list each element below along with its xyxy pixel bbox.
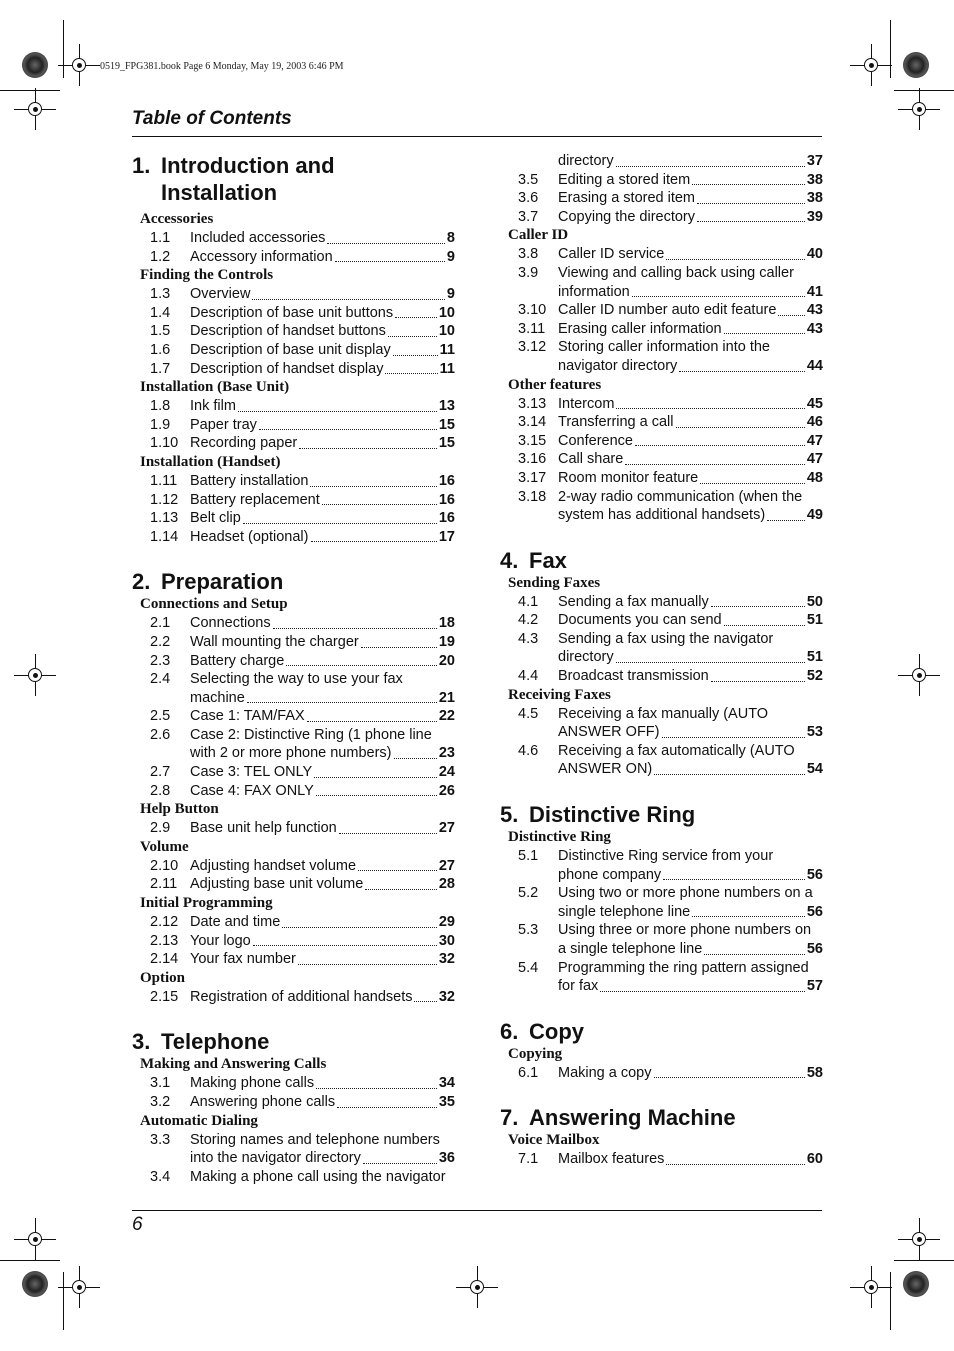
- toc-entry[interactable]: 3.4 Making a phone call using the navigator: [150, 1168, 446, 1185]
- toc-entry[interactable]: 1.5 Description of handset buttons 10: [150, 323, 455, 340]
- toc-entry[interactable]: 3.16 Call share 47: [518, 451, 823, 468]
- toc-group-heading: Option: [140, 969, 186, 986]
- toc-entry[interactable]: 1.4 Description of base unit buttons 10: [150, 304, 455, 321]
- toc-column-left: [132, 152, 455, 1186]
- toc-entry[interactable]: 4.2 Documents you can send 51: [518, 612, 823, 629]
- registration-disc: [22, 1271, 48, 1297]
- toc-entry[interactable]: 1.10 Recording paper 15: [150, 435, 455, 452]
- header-rule: [132, 136, 822, 137]
- chapter-heading: 4. Fax: [500, 547, 567, 573]
- toc-group-heading: Copying: [508, 1045, 563, 1062]
- toc-group-heading: Receiving Faxes: [508, 686, 611, 703]
- toc-entry[interactable]: 1.3 Overview 9: [150, 286, 455, 303]
- chapter-heading: 2. Preparation: [132, 569, 284, 595]
- toc-group-heading: Other features: [508, 376, 602, 393]
- toc-group-heading: Voice Mailbox: [508, 1132, 600, 1149]
- toc-entry-continued[interactable]: directory 37: [558, 153, 823, 169]
- registration-disc: [903, 1271, 929, 1297]
- toc-group-heading: Installation (Handset): [140, 453, 281, 470]
- chapter-heading: 5. Distinctive Ring: [500, 802, 696, 828]
- toc-entry[interactable]: 4.5 Receiving a fax manually (AUTO ANSWER OFF) 53: [518, 705, 823, 741]
- toc-entry[interactable]: 3.18 2-way radio communication (when the system has additional handsets) 49: [518, 488, 823, 524]
- print-info: 0519_FPG381.book Page 6 Monday, May 19, 2003 6:46 PM: [100, 61, 344, 72]
- crop-mark: [894, 1260, 954, 1261]
- crop-mark: [0, 1260, 60, 1261]
- toc-entry[interactable]: 3.3 Storing names and telephone numbers into the navigator directory 36: [150, 1131, 455, 1167]
- toc-entry[interactable]: 3.11 Erasing caller information 43: [518, 320, 823, 337]
- registration-disc: [22, 52, 48, 78]
- registration-disc: [903, 52, 929, 78]
- registration-crosshair: [898, 654, 940, 696]
- toc-entry[interactable]: 1.14 Headset (optional) 17: [150, 528, 455, 545]
- toc-entry[interactable]: 2.15 Registration of additional handsets 32: [150, 988, 455, 1005]
- registration-crosshair: [14, 1218, 56, 1260]
- toc-entry[interactable]: 2.14 Your fax number 32: [150, 951, 455, 968]
- toc-entry[interactable]: 2.9 Base unit help function 27: [150, 820, 455, 837]
- toc-entry[interactable]: 1.1 Included accessories 8: [150, 230, 455, 246]
- chapter-heading: 3. Telephone: [132, 1029, 270, 1055]
- toc-entry[interactable]: 3.14 Transferring a call 46: [518, 414, 823, 431]
- registration-crosshair: [456, 1266, 498, 1308]
- chapter-heading: 7. Answering Machine: [500, 1105, 736, 1131]
- toc-entry[interactable]: 4.1 Sending a fax manually 50: [518, 593, 823, 610]
- toc-entry[interactable]: 2.3 Battery charge 20: [150, 652, 455, 669]
- toc-group-heading: Making and Answering Calls: [140, 1056, 327, 1073]
- toc-entry[interactable]: 4.3 Sending a fax using the navigator directory 51: [518, 630, 823, 666]
- toc-entry[interactable]: 4.4 Broadcast transmission 52: [518, 668, 823, 685]
- registration-crosshair: [850, 1266, 892, 1308]
- toc-entry[interactable]: 1.7 Description of handset display 11: [150, 360, 455, 377]
- toc-entry[interactable]: 1.2 Accessory information 9: [150, 248, 455, 265]
- toc-entry[interactable]: 4.6 Receiving a fax automatically (AUTO ANSWER ON) 54: [518, 742, 823, 778]
- toc-entry[interactable]: 5.3 Using three or more phone numbers on a single telephone line 56: [518, 922, 823, 957]
- toc-entry[interactable]: 3.9 Viewing and calling back using caller information 41: [518, 264, 823, 300]
- toc-entry[interactable]: 2.5 Case 1: TAM/FAX 22: [150, 708, 455, 725]
- running-head: Table of Contents: [132, 108, 292, 129]
- toc-entry[interactable]: 2.8 Case 4: FAX ONLY 26: [150, 782, 455, 799]
- toc-entry[interactable]: 1.11 Battery installation 16: [150, 472, 455, 489]
- toc-entry[interactable]: 2.13 Your logo 30: [150, 932, 455, 949]
- toc-entry[interactable]: 7.1 Mailbox features 60: [518, 1151, 823, 1168]
- registration-crosshair: [898, 1218, 940, 1260]
- toc-entry[interactable]: 2.2 Wall mounting the charger 19: [150, 633, 455, 650]
- toc-entry[interactable]: 1.8 Ink film 13: [150, 398, 455, 415]
- toc-entry[interactable]: 3.5 Editing a stored item 38: [518, 171, 823, 188]
- toc-entry[interactable]: 2.4 Selecting the way to use your fax machine 21: [150, 671, 455, 706]
- toc-entry[interactable]: 2.12 Date and time 29: [150, 914, 455, 931]
- toc-entry[interactable]: 3.12 Storing caller information into the navigator directory 44: [518, 339, 823, 374]
- chapter-heading: 6. Copy: [500, 1018, 584, 1044]
- toc-group-heading: Initial Programming: [140, 895, 273, 912]
- toc-group-heading: Installation (Base Unit): [140, 379, 290, 396]
- registration-crosshair: [58, 1266, 100, 1308]
- toc-group-heading: Automatic Dialing: [140, 1112, 258, 1129]
- registration-crosshair: [898, 88, 940, 130]
- toc-entry[interactable]: 2.6 Case 2: Distinctive Ring (1 phone line with 2 or more phone numbers) 23: [150, 726, 455, 762]
- toc-entry[interactable]: 1.13 Belt clip 16: [150, 510, 455, 527]
- registration-crosshair: [14, 88, 56, 130]
- page-number: 6: [132, 1214, 143, 1235]
- toc-group-heading: Accessories: [140, 211, 214, 227]
- toc-entry[interactable]: 3.7 Copying the directory 39: [518, 208, 823, 225]
- toc-entry[interactable]: 2.7 Case 3: TEL ONLY 24: [150, 764, 455, 781]
- registration-crosshair: [14, 654, 56, 696]
- toc-group-heading: Volume: [140, 838, 189, 855]
- toc-entry[interactable]: 3.2 Answering phone calls 35: [150, 1094, 455, 1110]
- toc-entry[interactable]: 6.1 Making a copy 58: [518, 1064, 823, 1081]
- toc-entry[interactable]: 5.1 Distinctive Ring service from your phone company 56: [518, 848, 823, 883]
- toc-entry[interactable]: 3.13 Intercom 45: [518, 395, 823, 412]
- toc-group-heading: Finding the Controls: [140, 267, 274, 284]
- toc-entry[interactable]: 2.1 Connections 18: [150, 615, 455, 632]
- toc-entry[interactable]: 3.17 Room monitor feature 48: [518, 469, 823, 486]
- toc-entry[interactable]: 5.4 Programming the ring pattern assigned for fax 57: [518, 959, 823, 995]
- toc-entry[interactable]: 2.10 Adjusting handset volume 27: [150, 857, 455, 874]
- footer-rule: [132, 1210, 822, 1211]
- registration-crosshair: [850, 44, 892, 86]
- toc-group-heading: Help Button: [140, 801, 219, 818]
- toc-column-right: [500, 152, 823, 1169]
- toc-group-heading: Distinctive Ring: [508, 829, 611, 846]
- toc-entry[interactable]: 1.12 Battery replacement 16: [150, 491, 455, 508]
- toc-entry[interactable]: 5.2 Using two or more phone numbers on a single telephone line 56: [518, 885, 823, 920]
- toc-entry[interactable]: 3.10 Caller ID number auto edit feature 43: [518, 302, 823, 319]
- registration-crosshair: [58, 44, 100, 86]
- toc-entry[interactable]: 3.15 Conference 47: [518, 432, 823, 449]
- toc-entry[interactable]: 1.6 Description of base unit display 11: [150, 341, 455, 358]
- toc-group-heading: Connections and Setup: [140, 596, 288, 613]
- toc-entry[interactable]: 3.8 Caller ID service 40: [518, 246, 823, 263]
- chapter-heading: 1. Introduction and Installation: [132, 153, 335, 205]
- toc-entry[interactable]: 3.1 Making phone calls 34: [150, 1075, 455, 1092]
- toc-entry[interactable]: 1.9 Paper tray 15: [150, 416, 455, 433]
- toc-group-heading: Sending Faxes: [508, 574, 601, 591]
- toc-group-heading: Caller ID: [508, 227, 569, 244]
- toc-entry[interactable]: 2.11 Adjusting base unit volume 28: [150, 876, 455, 893]
- toc-entry[interactable]: 3.6 Erasing a stored item 38: [518, 190, 823, 207]
